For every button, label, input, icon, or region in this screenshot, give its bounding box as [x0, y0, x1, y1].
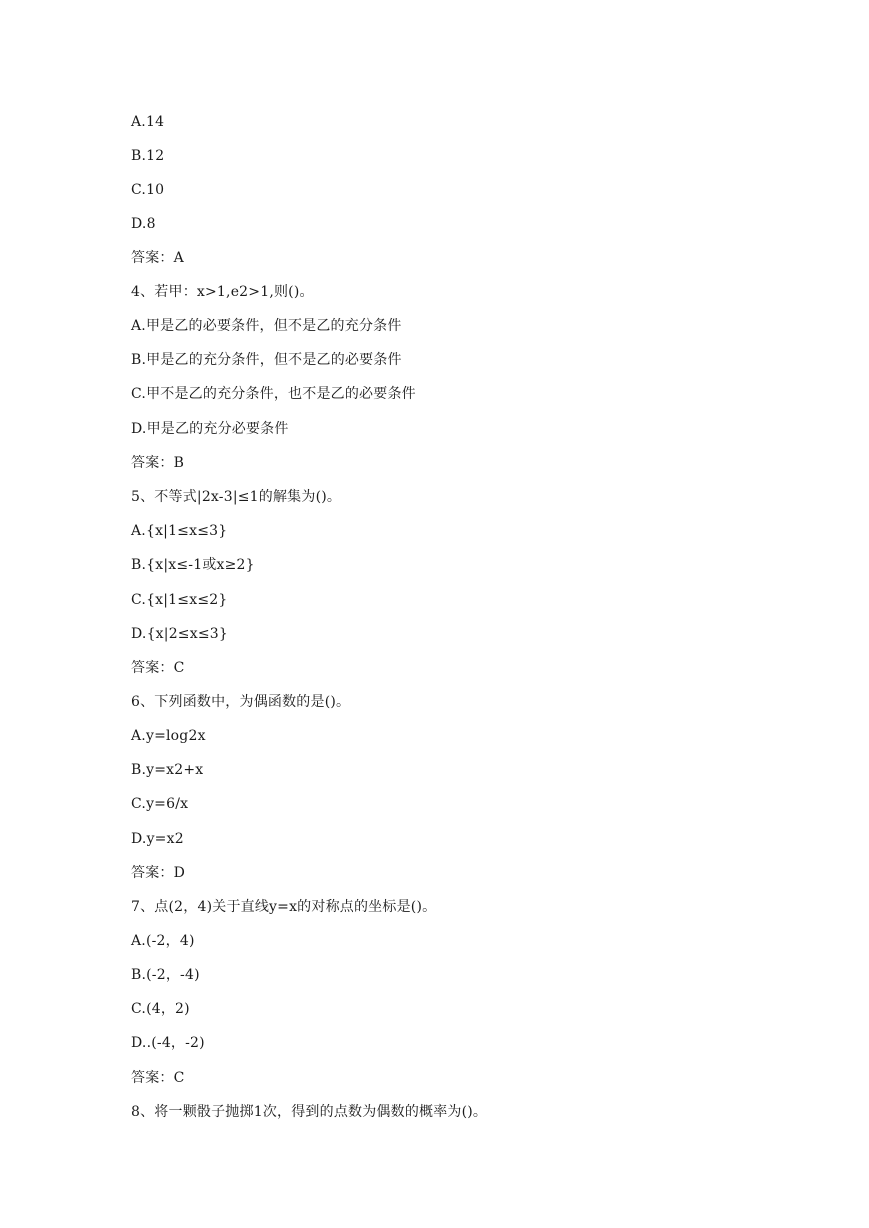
q4-option-c: C.甲不是乙的充分条件，也不是乙的必要条件 — [131, 386, 416, 402]
q5-answer: 答案：C — [131, 660, 185, 676]
q3-option-b: B.12 — [131, 148, 165, 164]
q4-option-b: B.甲是乙的充分条件，但不是乙的必要条件 — [131, 352, 402, 368]
q7-option-c: C.(4，2) — [131, 1001, 190, 1017]
q6-answer: 答案：D — [131, 865, 186, 881]
q4-question: 4、若甲：x>1,e2>1,则()。 — [131, 284, 314, 300]
q5-option-d: D.{x|2≤x≤3} — [131, 626, 228, 642]
q4-option-a: A.甲是乙的必要条件，但不是乙的充分条件 — [131, 318, 402, 334]
q3-option-a: A.14 — [131, 114, 165, 130]
q5-option-c: C.{x|1≤x≤2} — [131, 592, 228, 608]
q3-answer: 答案：A — [131, 250, 184, 266]
q7-option-b: B.(-2，-4) — [131, 967, 200, 983]
q5-option-a: A.{x|1≤x≤3} — [131, 523, 228, 539]
q6-option-a: A.y=log2x — [131, 728, 206, 744]
q5-question: 5、不等式|2x-3|≤1的解集为()。 — [131, 489, 342, 505]
q7-answer: 答案：C — [131, 1070, 185, 1086]
q4-option-d: D.甲是乙的充分必要条件 — [131, 421, 289, 437]
q3-option-d: D.8 — [131, 216, 156, 232]
q6-option-d: D.y=x2 — [131, 831, 184, 847]
q6-question: 6、下列函数中，为偶函数的是()。 — [131, 694, 351, 710]
q6-option-c: C.y=6/x — [131, 796, 189, 812]
q3-option-c: C.10 — [131, 182, 165, 198]
q7-option-d: D..(-4，-2) — [131, 1035, 205, 1051]
q7-option-a: A.(-2，4) — [131, 933, 195, 949]
q6-option-b: B.y=x2+x — [131, 762, 204, 778]
q8-question: 8、将一颗骰子抛掷1次，得到的点数为偶数的概率为()。 — [131, 1104, 488, 1120]
q7-question: 7、点(2，4)关于直线y=x的对称点的坐标是()。 — [131, 899, 437, 915]
q5-option-b: B.{x|x≤-1或x≥2} — [131, 557, 255, 573]
q4-answer: 答案：B — [131, 455, 185, 471]
